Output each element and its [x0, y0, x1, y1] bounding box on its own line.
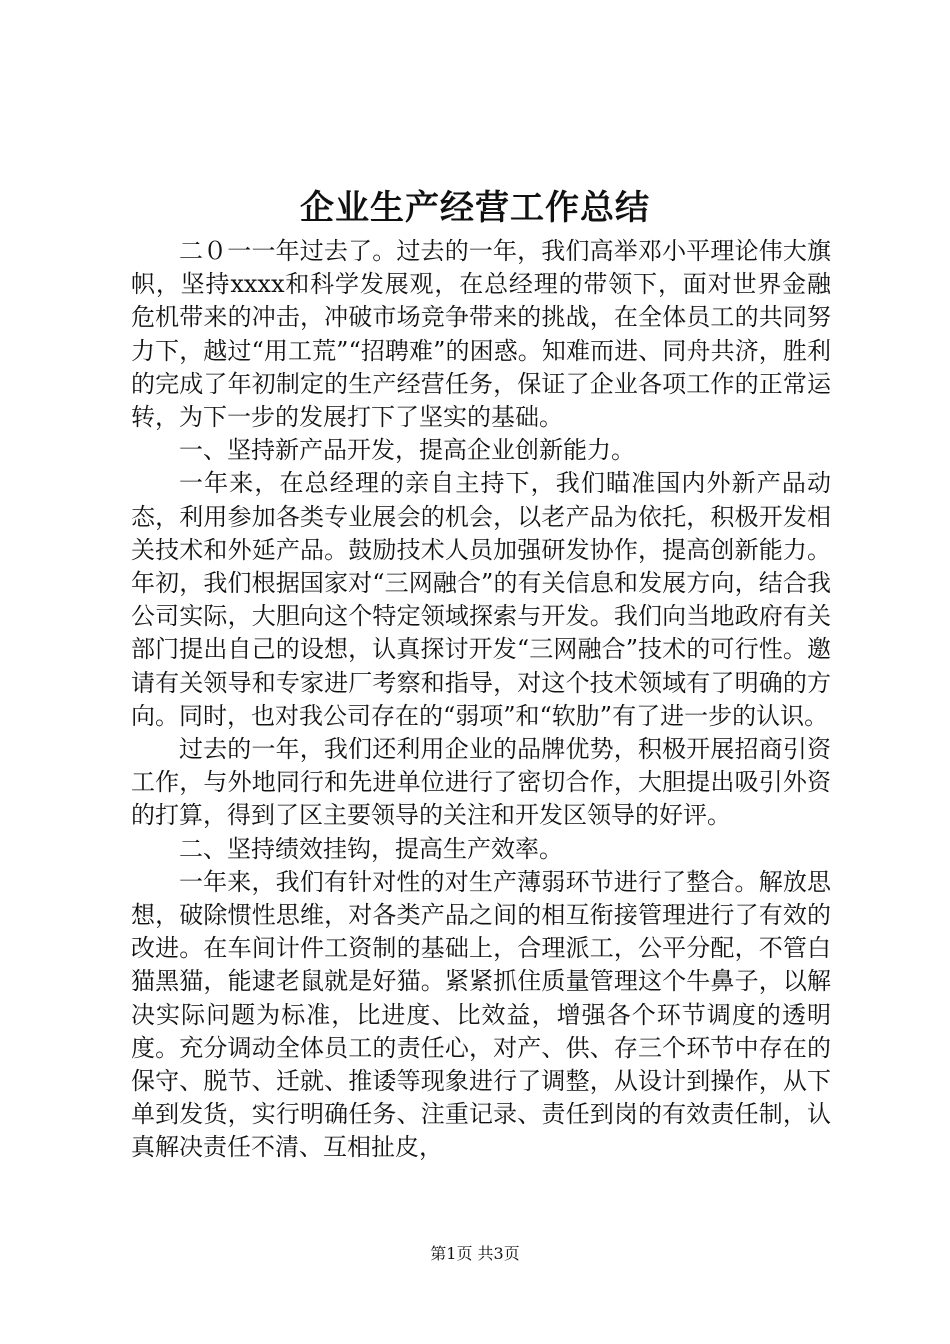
paragraph-section-1a: 一年来，在总经理的亲自主持下，我们瞄准国内外新产品动态，利用参加各类专业展会的机会，以老产品为依托，积极开发相关技术和外延产品。鼓励技术人员加强研发协作，提高创新能力。年初，我们根据国家对“三网融合”的有关信息和发展方向，结合我公司实际，大胆向这个特定领域探索与开发。我们向当地政府有关部门提出自己的设想，认真探讨开发“三网融合”技术的可行性。邀请有关领导和专家进厂考察和指导，对这个技术领域有了明确的方向。同时，也对我公司存在的“弱项”和“软肋”有了进一步的认识。 — [131, 469, 831, 730]
section-heading-1: 一、坚持新产品开发，提高企业创新能力。 — [179, 436, 635, 465]
section-heading-2: 二、坚持绩效挂钩，提高生产效率。 — [179, 834, 563, 863]
document-title: 企业生产经营工作总结 — [300, 188, 650, 228]
document-body — [131, 235, 831, 1165]
paragraph-intro: 二０一一年过去了。过去的一年，我们高举邓小平理论伟大旗帜，坚持xxxx和科学发展观，在总经理的带领下，面对世界金融危机带来的冲击，冲破市场竞争带来的挑战，在全体员工的共同努力下，越过“用工荒”“招聘难”的困惑。知难而进、同舟共济，胜利的完成了年初制定的生产经营任务，保证了企业各项工作的正常运转，为下一步的发展打下了坚实的基础。 — [131, 237, 831, 432]
paragraph-section-2a: 一年来，我们有针对性的对生产薄弱环节进行了整合。解放思想，破除惯性思维，对各类产品之间的相互衔接管理进行了有效的改进。在车间计件工资制的基础上，合理派工，公平分配，不管白猫黑猫，能逮老鼠就是好猫。紧紧抓住质量管理这个牛鼻子，以解决实际问题为标准，比进度、比效益，增强各个环节调度的透明度。充分调动全体员工的责任心，对产、供、存三个环节中存在的保守、脱节、迁就、推诿等现象进行了调整，从设计到操作，从下单到发货，实行明确任务、注重记录、责任到岗的有效责任制，认真解决责任不清、互相扯皮， — [131, 867, 831, 1162]
paragraph-section-1b: 过去的一年，我们还利用企业的品牌优势，积极开展招商引资工作，与外地同行和先进单位进行了密切合作，大胆提出吸引外资的打算，得到了区主要领导的关注和开发区领导的好评。 — [131, 735, 831, 830]
page-footer: 第1页 共3页 — [430, 1244, 520, 1263]
